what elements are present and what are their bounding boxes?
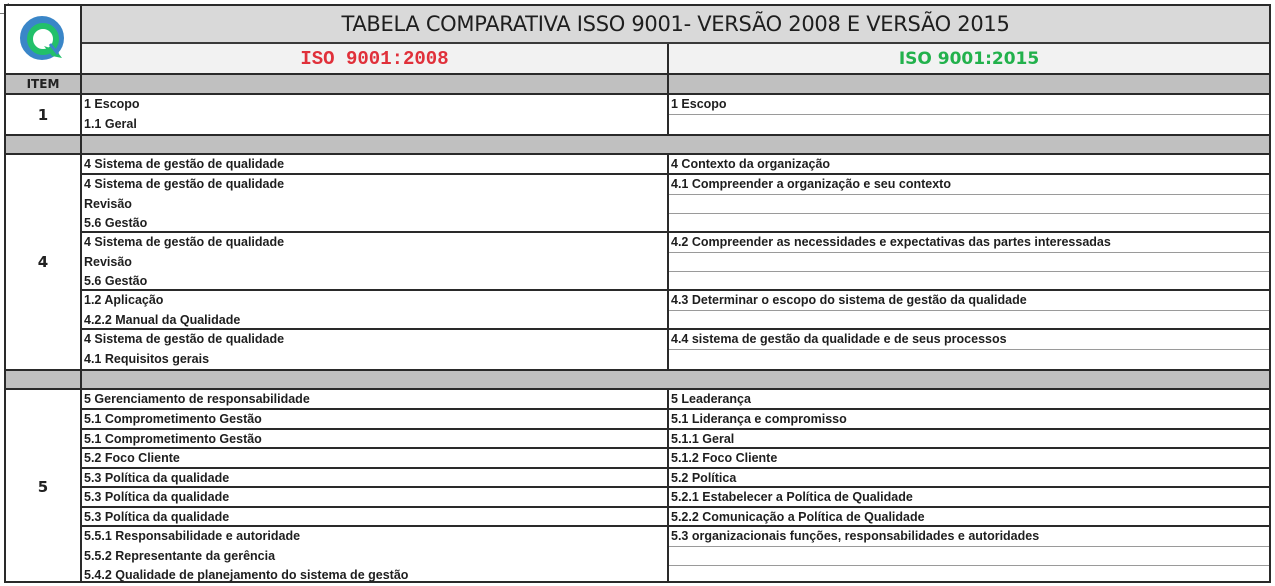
cell-text: 5.2.1 Estabelecer a Política de Qualidade bbox=[671, 490, 913, 504]
cell-text: 1.1 Geral bbox=[84, 116, 137, 131]
table-row bbox=[82, 155, 667, 175]
cell-text: 5.1.2 Foco Cliente bbox=[671, 451, 778, 465]
table-row bbox=[82, 488, 667, 508]
cell-text: 1.2 Aplicação bbox=[84, 293, 164, 307]
cell-text: 5.5.1 Responsabilidade e autoridade bbox=[84, 529, 301, 543]
item-number: 4 bbox=[6, 155, 82, 369]
cell-text: 5.3 Política da qualidade bbox=[84, 509, 230, 524]
item-column-header: ITEM bbox=[6, 73, 82, 95]
table-row bbox=[669, 233, 1269, 291]
table-row bbox=[669, 95, 1269, 134]
section-1-right bbox=[669, 95, 1269, 134]
cell-text: 5.6 Gestão bbox=[84, 216, 148, 230]
cell-text bbox=[669, 214, 1269, 234]
table-row bbox=[82, 508, 667, 528]
cell-text: 4 Sistema de gestão de qualidade bbox=[84, 177, 285, 191]
cell-text: Revisão bbox=[84, 254, 132, 269]
table-row bbox=[669, 291, 1269, 330]
table-row bbox=[669, 175, 1269, 233]
column-divider bbox=[80, 136, 82, 153]
cell-text: 4.2.2 Manual da Qualidade bbox=[84, 312, 241, 327]
table-row bbox=[669, 527, 1269, 583]
section-separator bbox=[6, 134, 1269, 155]
cell-text bbox=[669, 350, 1269, 370]
cell-text: 4.3 Determinar o escopo do sistema de gestão da qualidade bbox=[669, 291, 1269, 311]
header-gray-band bbox=[82, 73, 1269, 95]
table-row bbox=[82, 430, 667, 450]
table-row bbox=[669, 469, 1269, 489]
table-row bbox=[82, 330, 667, 369]
column-divider bbox=[80, 371, 82, 388]
version-2008-header: ISO 9001:2008 bbox=[82, 44, 669, 73]
cell-text: 4.1 Requisitos gerais bbox=[84, 351, 210, 366]
cell-text: 5.1 Comprometimento Gestão bbox=[84, 412, 262, 426]
cell-text: 4 Sistema de gestão de qualidade bbox=[84, 157, 285, 171]
table-row bbox=[669, 330, 1269, 369]
table-row bbox=[669, 449, 1269, 469]
cell-text: 5.1.1 Geral bbox=[671, 431, 735, 446]
section-4-left bbox=[82, 155, 669, 369]
cell-text: Revisão bbox=[84, 196, 132, 211]
cell-text: 5.6 Gestão bbox=[84, 274, 148, 288]
table-row bbox=[82, 410, 667, 430]
cell-text: 4 Sistema de gestão de qualidade bbox=[84, 332, 285, 346]
cell-text: 5.1 Comprometimento Gestão bbox=[84, 431, 262, 446]
q-logo-icon bbox=[20, 14, 66, 66]
cell-text: 5.3 organizacionais funções, responsabilidades e autoridades bbox=[669, 527, 1269, 547]
cell-text bbox=[669, 547, 1269, 567]
cell-text: 5.2 Política bbox=[671, 470, 737, 485]
cell-text: 5.2 Foco Cliente bbox=[84, 451, 180, 465]
comparison-table bbox=[4, 4, 1271, 583]
cell-text: 4 Contexto da organização bbox=[671, 157, 831, 171]
version-2015-header: ISO 9001:2015 bbox=[669, 44, 1269, 73]
cell-text: 4 Sistema de gestão de qualidade bbox=[84, 235, 285, 249]
cell-text: 5 Gerenciamento de responsabilidade bbox=[84, 392, 310, 406]
table-row bbox=[669, 155, 1269, 175]
cell-text: 5 Leaderança bbox=[671, 392, 751, 406]
cell-text bbox=[669, 253, 1269, 273]
cell-text: 4.2 Compreender as necessidades e expectativas das partes interessadas bbox=[669, 233, 1269, 253]
cell-text: 1 Escopo bbox=[669, 95, 1269, 115]
cell-text bbox=[669, 311, 1269, 331]
column-divider bbox=[667, 75, 669, 93]
cell-text bbox=[669, 566, 1269, 586]
table-row bbox=[82, 449, 667, 469]
section-5-right bbox=[669, 390, 1269, 583]
logo-cell bbox=[6, 6, 82, 73]
item-number: 1 bbox=[6, 95, 82, 134]
cell-text: 4.4 sistema de gestão da qualidade e de seus processos bbox=[669, 330, 1269, 350]
table-row bbox=[82, 175, 667, 233]
cell-text: 4.1 Compreender a organização e seu contexto bbox=[669, 175, 1269, 195]
cell-text: 5.3 Política da qualidade bbox=[84, 470, 230, 485]
cell-text: 5.4.2 Qualidade de planejamento do sistema de gestão bbox=[84, 568, 409, 582]
table-row bbox=[669, 390, 1269, 410]
section-1-left bbox=[82, 95, 669, 134]
table-row bbox=[82, 233, 667, 291]
table-row bbox=[82, 291, 667, 330]
cell-text bbox=[669, 272, 1269, 292]
table-row bbox=[669, 488, 1269, 508]
cell-text bbox=[669, 115, 1269, 135]
table-row bbox=[669, 410, 1269, 430]
cell-text: 5.3 Política da qualidade bbox=[84, 490, 230, 504]
cell-text bbox=[669, 195, 1269, 215]
table-row bbox=[82, 95, 667, 134]
cell-text: 5.1 Liderança e compromisso bbox=[671, 412, 847, 426]
table-row bbox=[82, 469, 667, 489]
section-5-left bbox=[82, 390, 669, 583]
table-row bbox=[82, 390, 667, 410]
cell-text: 5.5.2 Representante da gerência bbox=[84, 548, 276, 563]
section-separator bbox=[6, 369, 1269, 390]
cell-text: 1 Escopo bbox=[84, 97, 140, 111]
item-number: 5 bbox=[6, 390, 82, 583]
table-title: TABELA COMPARATIVA ISSO 9001- VERSÃO 2008 E VERSÃO 2015 bbox=[82, 6, 1269, 44]
table-row bbox=[82, 527, 667, 583]
table-row bbox=[669, 430, 1269, 450]
table-row bbox=[669, 508, 1269, 528]
cell-text: 5.2.2 Comunicação a Política de Qualidade bbox=[671, 509, 925, 524]
section-4-right bbox=[669, 155, 1269, 369]
